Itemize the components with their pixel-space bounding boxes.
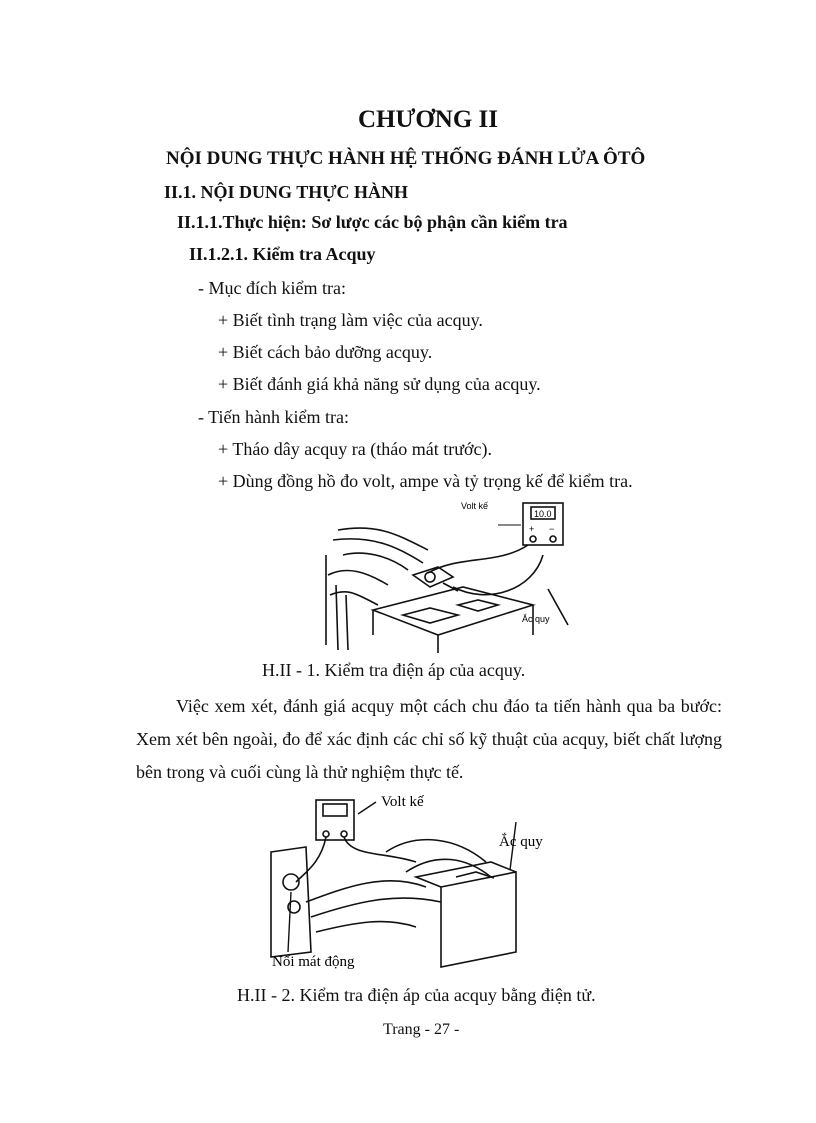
voltmeter-label-2: Volt kế [381, 794, 424, 810]
battery-label-2: Ắc quy [499, 834, 543, 850]
purpose-item: + Biết cách bảo dưỡng acquy. [218, 342, 433, 362]
figure-electronic-voltage-test [266, 792, 566, 972]
procedure-item: + Dùng đồng hồ đo volt, ampe và tỷ trọng kế để kiểm tra. [218, 471, 633, 491]
figure1-caption: H.II - 1. Kiểm tra điện áp của acquy. [262, 660, 526, 680]
section-heading: II.1. NỘI DUNG THỰC HÀNH [164, 182, 409, 202]
purpose-item: + Biết tình trạng làm việc của acquy. [218, 310, 483, 330]
battery-label-1: Ắc quy [522, 614, 550, 624]
chapter-title: CHƯƠNG II [357, 106, 499, 133]
plus-sign: + [529, 524, 535, 534]
procedure-heading: - Tiến hành kiểm tra: [198, 407, 349, 427]
procedure-item: + Tháo dây acquy ra (tháo mát trước). [218, 439, 492, 459]
figure2-caption: H.II - 2. Kiểm tra điện áp của acquy bằng điện tử. [237, 985, 596, 1005]
subsubsection-heading: II.1.2.1. Kiểm tra Acquy [189, 244, 376, 264]
page-number: Trang - 27 - [383, 1021, 460, 1038]
voltmeter-label-1: Volt kế [461, 501, 489, 511]
subsection-heading: II.1.1.Thực hiện: Sơ lược các bộ phận cần kiểm tra [177, 212, 568, 232]
ground-label: Nối mát động [272, 954, 355, 970]
body-paragraph: Việc xem xét, đánh giá acquy một cách chu đáo ta tiến hành qua ba bước: Xem xét bên ngoài, đo để xác định các chỉ số kỹ thuật của acquy, biết chất lượng bên trong và cuối cùng là thử nghiệm thực tế. [136, 696, 722, 782]
meter-display: 10.0 [534, 509, 552, 519]
chapter-subtitle: NỘI DUNG THỰC HÀNH HỆ THỐNG ĐÁNH LỬA ÔTÔ [166, 148, 646, 169]
purpose-heading: - Mục đích kiểm tra: [198, 278, 346, 298]
purpose-item: + Biết đánh giá khả năng sử dụng của acquy. [218, 374, 541, 394]
minus-sign: − [549, 524, 555, 534]
figure-battery-voltage-test [318, 495, 578, 655]
